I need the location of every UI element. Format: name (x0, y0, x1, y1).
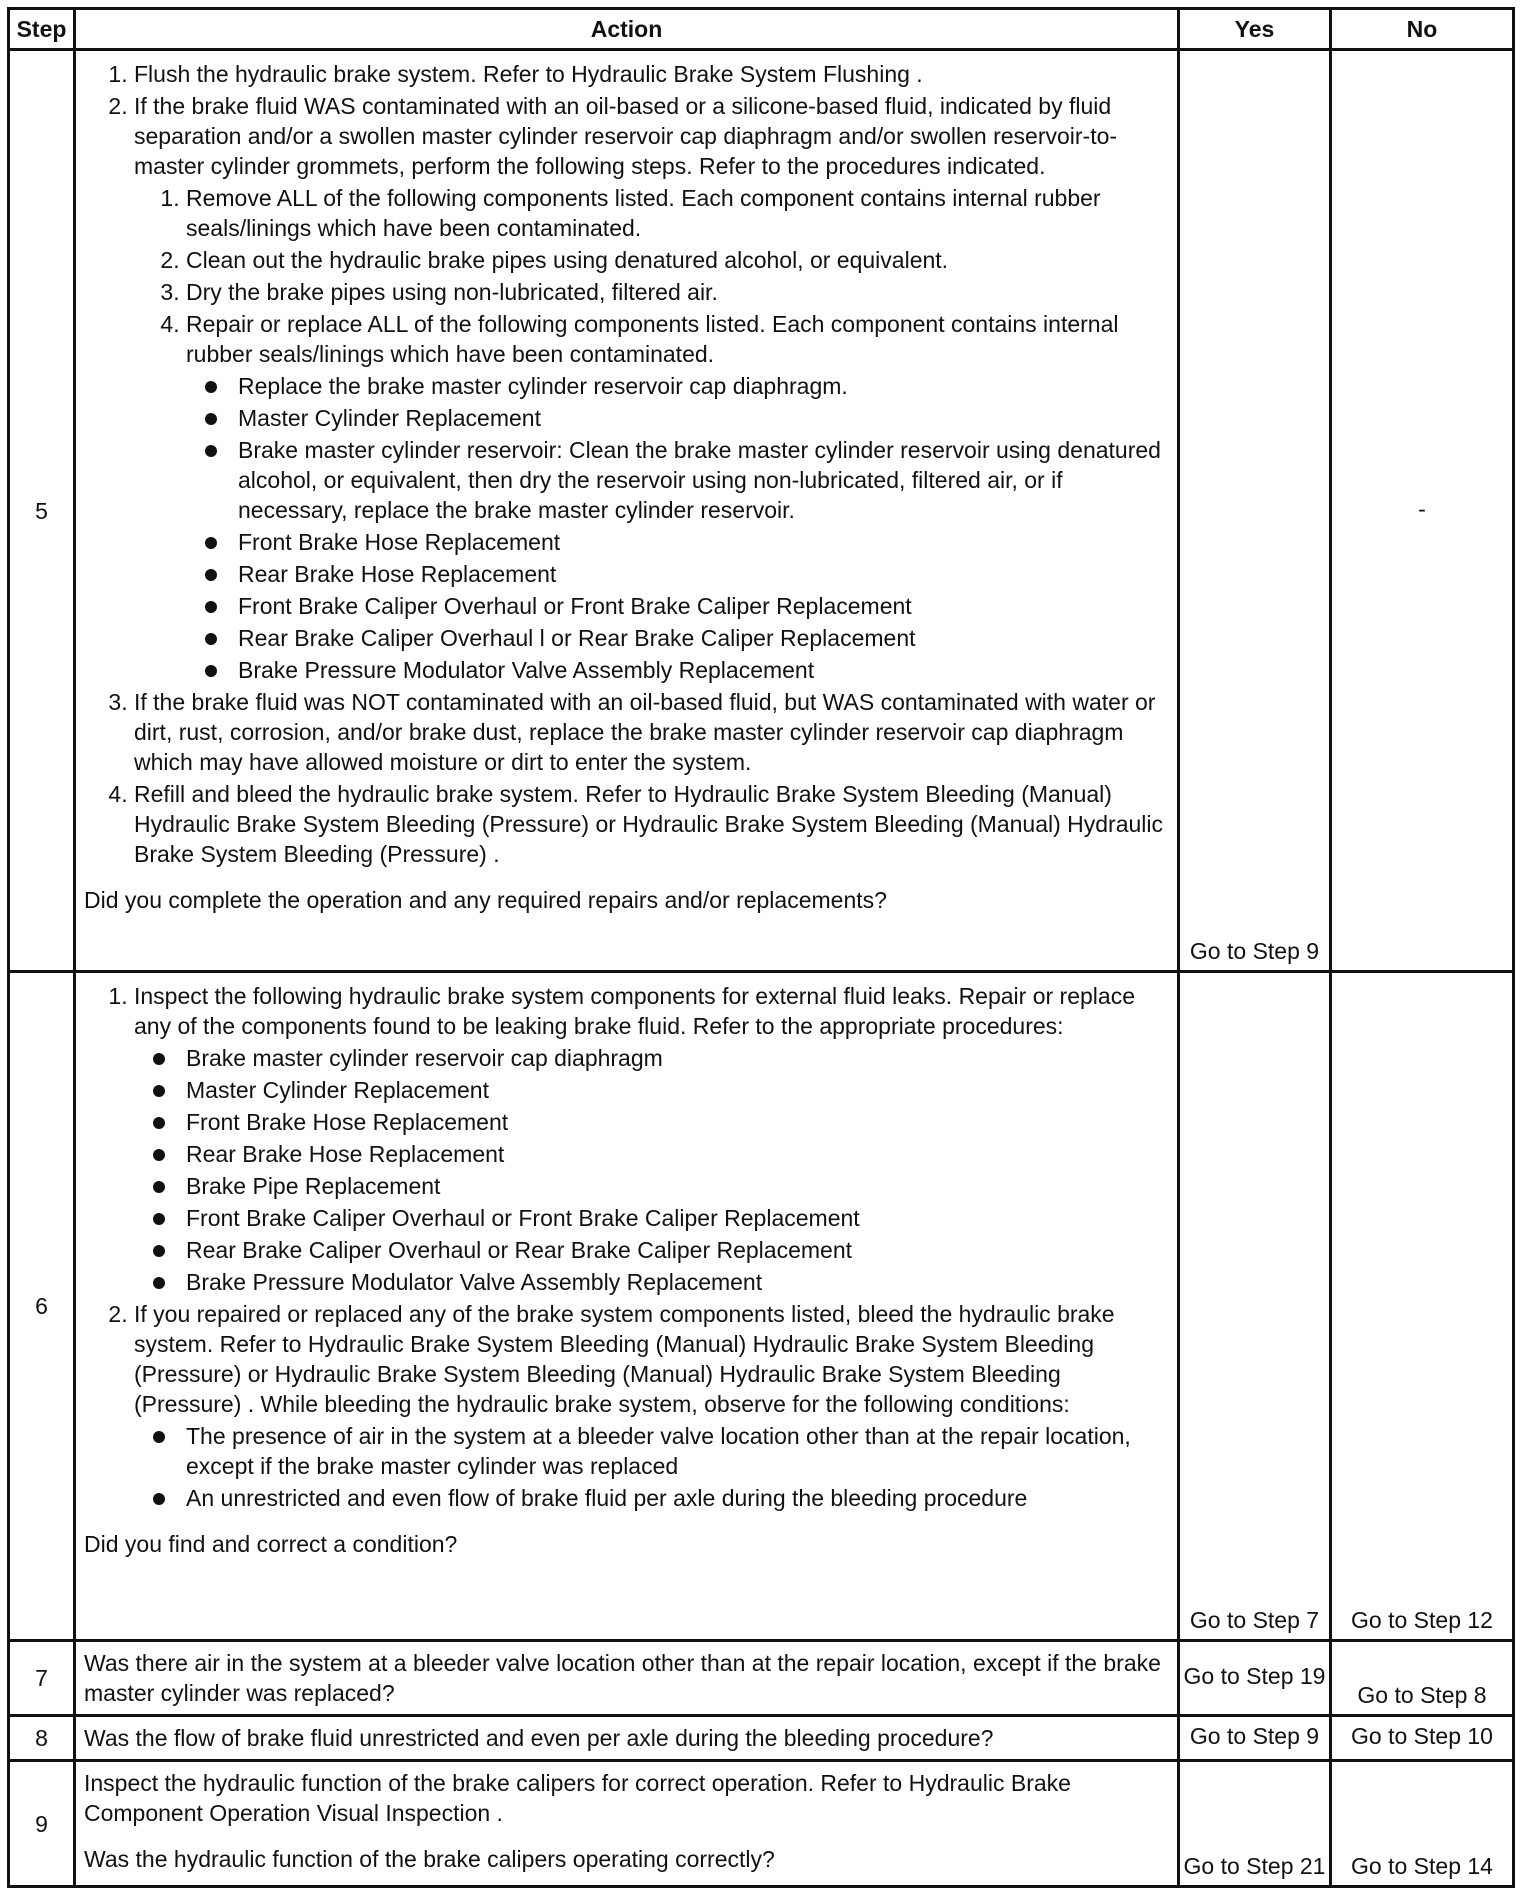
step-row-6 (9, 972, 1514, 1641)
header-action: Action (75, 9, 1179, 50)
bullet-icon (153, 1181, 165, 1193)
header-yes: Yes (1179, 9, 1331, 50)
bullet-icon (205, 569, 217, 581)
list-item-text: If you repaired or replaced any of the brake system components listed, bleed the hydraulic brake system. Refer to Hydraulic Brake System Bleeding (Manual) Hydraulic Brake System Bleeding (Pressure) or Hydraulic Brake System Bleeding (Manual) Hydraulic Brake System Bleeding (Pressure) . While bleeding the hydraulic brake system, observe for the following conditions: (134, 1301, 1115, 1417)
no-cell: Go to Step 12 (1331, 972, 1514, 1641)
bullet-icon (153, 1053, 165, 1065)
bullet-item: Rear Brake Hose Replacement (186, 1139, 1169, 1169)
bullet-list (134, 1043, 1169, 1297)
step-row-5 (9, 50, 1514, 972)
bullet-item: Replace the brake master cylinder reservoir cap diaphragm. (238, 371, 1169, 401)
header-step: Step (9, 9, 75, 50)
step-row-7 (9, 1641, 1514, 1716)
diagnostic-table (7, 7, 1515, 1888)
bullet-icon (205, 665, 217, 677)
list-item-text: Repair or replace ALL of the following components listed. Each component contains internal rubber seals/linings which have been contaminated. (186, 311, 1119, 367)
list-item: 1. Flush the hydraulic brake system. Refer to Hydraulic Brake System Flushing . (134, 59, 1169, 89)
bullet-list (134, 1421, 1169, 1513)
action-cell (75, 1761, 1179, 1887)
bullet-item: Front Brake Caliper Overhaul or Front Brake Caliper Replacement (186, 1203, 1169, 1233)
bullet-icon (205, 413, 217, 425)
sub-list (134, 183, 1169, 685)
bullet-item: Master Cylinder Replacement (186, 1075, 1169, 1105)
step-row-8 (9, 1716, 1514, 1761)
step-5-list (84, 59, 1169, 869)
list-item (134, 1299, 1169, 1513)
bullet-item: Front Brake Hose Replacement (238, 527, 1169, 557)
yes-cell: Go to Step 9 (1179, 1716, 1331, 1761)
bullet-icon (153, 1431, 165, 1443)
bullet-list (186, 371, 1169, 685)
list-item: 1. Remove ALL of the following components listed. Each component contains internal rubber seals/linings which have been contaminated. (186, 183, 1169, 243)
bullet-icon (153, 1245, 165, 1257)
bullet-icon (153, 1085, 165, 1097)
bullet-icon (153, 1149, 165, 1161)
bullet-icon (153, 1213, 165, 1225)
no-cell: - (1331, 50, 1514, 972)
list-item-text: If the brake fluid WAS contaminated with an oil-based or a silicone-based fluid, indicated by fluid separation and/or a swollen master cylinder reservoir cap diaphragm and/or swollen reservoir-to-master cylinder grommets, perform the following steps. Refer to the procedures indicated. (134, 93, 1118, 179)
bullet-item: Rear Brake Hose Replacement (238, 559, 1169, 589)
no-cell: Go to Step 8 (1331, 1641, 1514, 1716)
step-number: 7 (9, 1641, 75, 1716)
list-item: 4. Refill and bleed the hydraulic brake system. Refer to Hydraulic Brake System Bleeding (Manual) Hydraulic Brake System Bleeding (Pressure) or Hydraulic Brake System Bleeding (Manual) Hydraulic Brake System Bleeding (Pressure) . (134, 779, 1169, 869)
no-cell: Go to Step 14 (1331, 1761, 1514, 1887)
question-text: Did you complete the operation and any required repairs and/or replacements? (84, 887, 887, 913)
list-item: 3. Dry the brake pipes using non-lubricated, filtered air. (186, 277, 1169, 307)
bullet-item: The presence of air in the system at a bleeder valve location other than at the repair location, except if the brake master cylinder was replaced (186, 1421, 1169, 1481)
bullet-icon (205, 445, 217, 457)
yes-cell: Go to Step 19 (1179, 1641, 1331, 1716)
list-item-text: Inspect the following hydraulic brake system components for external fluid leaks. Repair or replace any of the components found to be leaking brake fluid. Refer to the appropriate procedures: (134, 983, 1135, 1039)
header-no: No (1331, 9, 1514, 50)
bullet-icon (153, 1493, 165, 1505)
header-row (9, 9, 1514, 50)
step-number: 8 (9, 1716, 75, 1761)
bullet-icon (205, 381, 217, 393)
bullet-item: Rear Brake Caliper Overhaul l or Rear Brake Caliper Replacement (238, 623, 1169, 653)
action-cell (75, 50, 1179, 972)
bullet-icon (153, 1117, 165, 1129)
step-number: 6 (9, 972, 75, 1641)
yes-cell: Go to Step 21 (1179, 1761, 1331, 1887)
action-cell: Was there air in the system at a bleeder valve location other than at the repair location, except if the brake master cylinder was replaced? (75, 1641, 1179, 1716)
bullet-item: Master Cylinder Replacement (238, 403, 1169, 433)
list-item: 3. If the brake fluid was NOT contaminated with an oil-based fluid, but WAS contaminated with water or dirt, rust, corrosion, and/or brake dust, replace the brake master cylinder reservoir cap diaphragm which may have allowed moisture or dirt to enter the system. (134, 687, 1169, 777)
bullet-item: Brake Pressure Modulator Valve Assembly Replacement (238, 655, 1169, 685)
bullet-icon (205, 633, 217, 645)
action-cell: Was the flow of brake fluid unrestricted and even per axle during the bleeding procedure? (75, 1716, 1179, 1761)
bullet-item: Brake master cylinder reservoir: Clean the brake master cylinder reservoir using denatured alcohol, or equivalent, then dry the reservoir using non-lubricated, filtered air, or if necessary, replace the brake master cylinder reservoir. (238, 435, 1169, 525)
step-number: 5 (9, 50, 75, 972)
bullet-item: Brake Pipe Replacement (186, 1171, 1169, 1201)
list-item (134, 91, 1169, 685)
no-cell: Go to Step 10 (1331, 1716, 1514, 1761)
bullet-item: Brake master cylinder reservoir cap diaphragm (186, 1043, 1169, 1073)
instruction-text: Inspect the hydraulic function of the brake calipers for correct operation. Refer to Hydraulic Brake Component Operation Visual Inspection . (84, 1770, 1071, 1826)
bullet-item: Rear Brake Caliper Overhaul or Rear Brake Caliper Replacement (186, 1235, 1169, 1265)
bullet-icon (205, 537, 217, 549)
yes-cell: Go to Step 7 (1179, 972, 1331, 1641)
step-6-list (84, 981, 1169, 1513)
question-text: Was the hydraulic function of the brake calipers operating correctly? (84, 1846, 775, 1872)
list-item (186, 309, 1169, 685)
yes-cell: Go to Step 9 (1179, 50, 1331, 972)
step-row-9 (9, 1761, 1514, 1887)
bullet-icon (153, 1277, 165, 1289)
bullet-item: Front Brake Caliper Overhaul or Front Brake Caliper Replacement (238, 591, 1169, 621)
list-item: 2. Clean out the hydraulic brake pipes using denatured alcohol, or equivalent. (186, 245, 1169, 275)
bullet-item: Front Brake Hose Replacement (186, 1107, 1169, 1137)
action-cell (75, 972, 1179, 1641)
bullet-icon (205, 601, 217, 613)
step-number: 9 (9, 1761, 75, 1887)
bullet-item: An unrestricted and even flow of brake fluid per axle during the bleeding procedure (186, 1483, 1169, 1513)
list-item (134, 981, 1169, 1297)
question-text: Did you find and correct a condition? (84, 1531, 458, 1557)
bullet-item: Brake Pressure Modulator Valve Assembly Replacement (186, 1267, 1169, 1297)
